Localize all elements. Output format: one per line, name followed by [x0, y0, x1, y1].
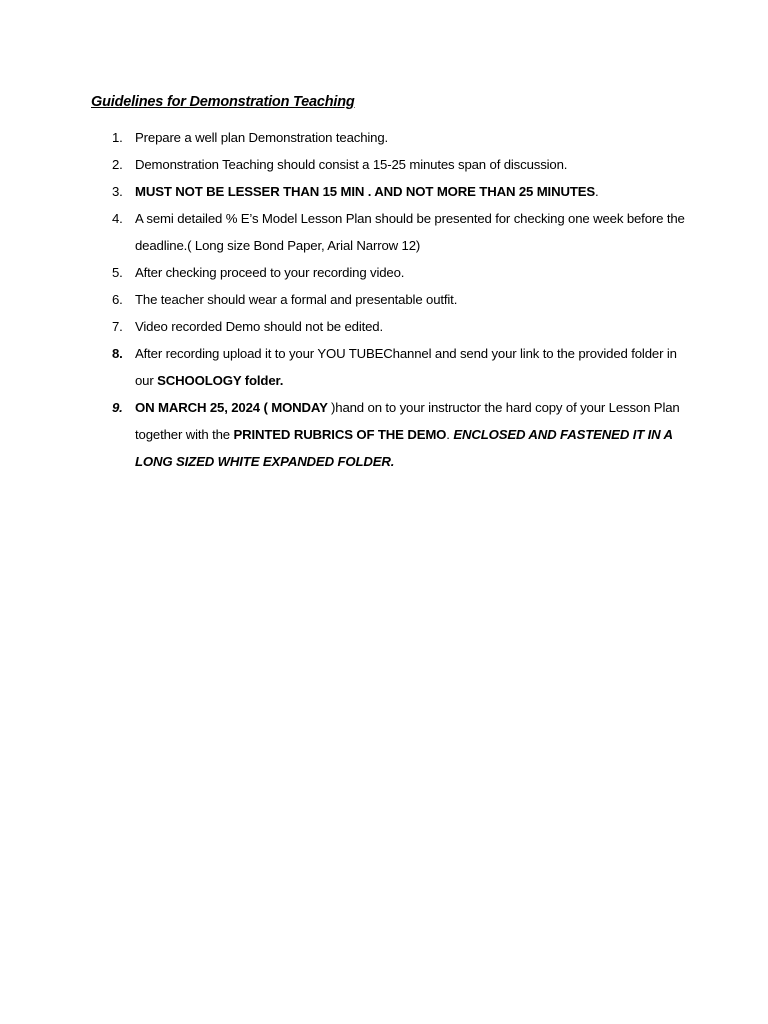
- item-text-tail: .: [595, 184, 599, 199]
- item-number: 5.: [112, 265, 123, 280]
- item-text-line-2: [135, 367, 708, 394]
- item-text: Video recorded Demo should not be edited.: [135, 319, 384, 334]
- list-item: [0, 178, 768, 205]
- item-text-bold-italic: ENCLOSED AND FASTENED IT IN A: [453, 427, 673, 442]
- item-text: After checking proceed to your recording video.: [135, 265, 405, 280]
- item-text-line-2: [135, 421, 708, 448]
- list-item: [0, 124, 768, 151]
- item-number: 2.: [112, 157, 123, 172]
- list-item: [0, 259, 768, 286]
- list-item: [0, 394, 768, 475]
- item-text-bold-italic: LONG SIZED WHITE EXPANDED FOLDER.: [135, 454, 395, 469]
- item-text: Demonstration Teaching should consist a 15-25 minutes span of discussion.: [135, 157, 568, 172]
- item-number: 3.: [112, 184, 123, 199]
- item-number: 1.: [112, 130, 123, 145]
- page-title: Guidelines for Demonstration Teaching: [91, 94, 355, 110]
- item-number: 8.: [112, 346, 123, 361]
- item-number: 4.: [112, 211, 123, 226]
- item-text-pre: our: [135, 373, 158, 388]
- item-number: 9.: [112, 400, 123, 415]
- item-number: 6.: [112, 292, 123, 307]
- item-text-rest: )hand on to your instructor the hard copy of your Lesson Plan: [331, 400, 680, 415]
- item-text: [135, 178, 708, 205]
- list-item: [0, 286, 768, 313]
- item-text-line-1: After recording upload it to your YOU TUBEChannel and send your link to the provided folder in: [135, 346, 677, 361]
- list-item: [0, 205, 768, 259]
- item-text-bold: ON MARCH 25, 2024 ( MONDAY: [135, 400, 332, 415]
- item-text-bold: SCHOOLOGY folder.: [157, 373, 284, 388]
- list-item: [0, 313, 768, 340]
- list-item: [0, 151, 768, 178]
- item-text-line-3: [135, 448, 708, 475]
- item-text-line-1: [135, 394, 708, 421]
- item-text: Prepare a well plan Demonstration teaching.: [135, 130, 389, 145]
- list-item: [0, 340, 768, 394]
- item-text-mid: .: [446, 427, 454, 442]
- item-text-bold: MUST NOT BE LESSER THAN 15 MIN . AND NOT MORE THAN 25 MINUTES: [135, 184, 596, 199]
- guidelines-list: [0, 124, 768, 475]
- item-text-line-1: A semi detailed % E’s Model Lesson Plan should be presented for checking one week before the: [135, 211, 685, 226]
- item-number: 7.: [112, 319, 123, 334]
- item-text: The teacher should wear a formal and presentable outfit.: [135, 292, 458, 307]
- item-text-line-2: deadline.( Long size Bond Paper, Arial Narrow 12): [135, 238, 421, 253]
- item-text-pre: together with the: [135, 427, 234, 442]
- item-text-bold: PRINTED RUBRICS OF THE DEMO: [233, 427, 447, 442]
